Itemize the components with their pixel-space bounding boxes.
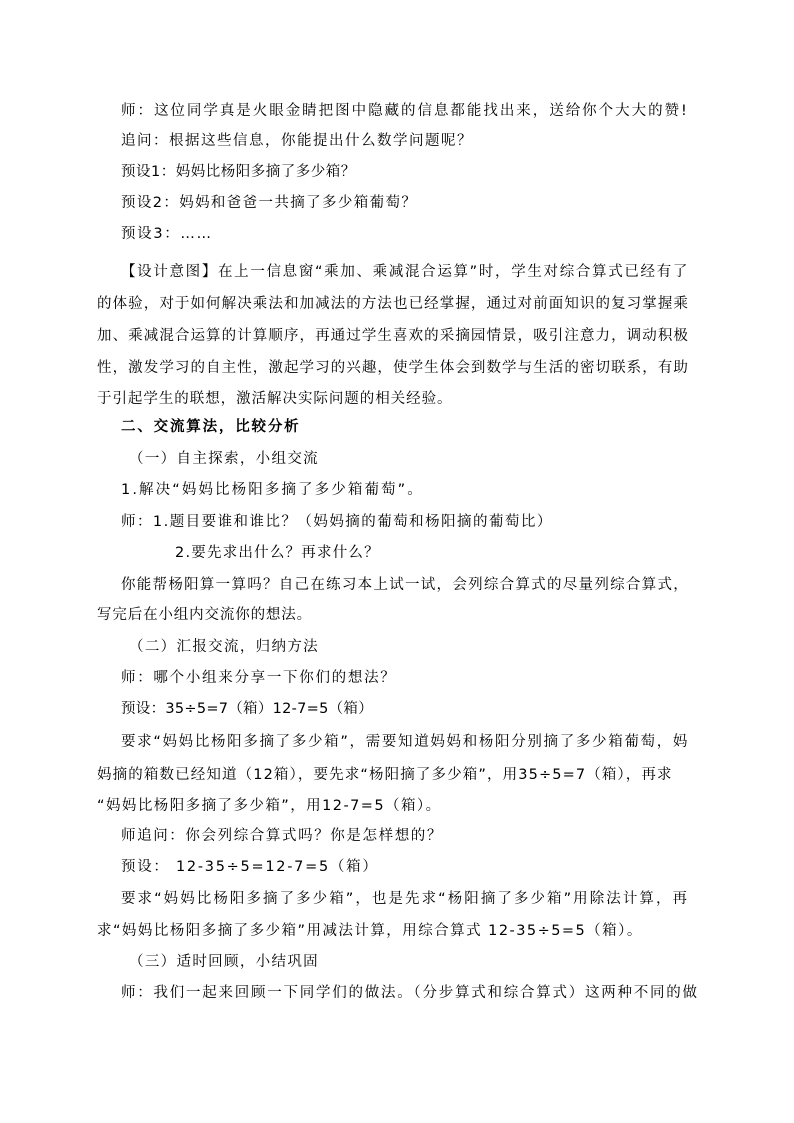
body-line: 师：我们一起来回顾一下同学们的做法。（分步算式和综合算式）这两种不同的做: [121, 985, 699, 1001]
body-line: 写完后在小组内交流你的想法。: [97, 607, 312, 623]
dialogue-line: 预设3：……: [121, 226, 213, 242]
body-line: “妈妈比杨阳多摘了多少箱”，用12-7=5（箱）。: [97, 798, 442, 814]
body-line: 预设： 12-35÷5=12-7=5（箱）: [121, 859, 379, 875]
subsection-heading: （三）适时回顾，小结巩固: [129, 954, 319, 970]
section-heading: 二、交流算法，比较分析: [121, 419, 301, 435]
dialogue-line: 追问：根据这些信息，你能提出什么数学问题呢？: [121, 133, 473, 149]
body-line: 2.要先求出什么？再求什么？: [175, 545, 380, 561]
body-line: 你能帮杨阳算一算吗？自己在练习本上试一试，会列综合算式的尽量列综合算式，: [121, 577, 689, 593]
body-line: 预设：35÷5=7（箱）12-7=5（箱）: [121, 701, 373, 717]
design-intent-line: 性，激发学习的自主性，激起学习的兴趣，使学生体会到数学与生活的密切联系，有助: [97, 360, 689, 376]
subsection-heading: （二）汇报交流，归纳方法: [129, 639, 319, 655]
design-intent-line: 的体验，对于如何解决乘法和加减法的方法也已经掌握，通过对前面知识的复习掌握乘: [97, 296, 689, 312]
body-line: 师追问：你会列综合算式吗？你是怎样想的？: [121, 828, 443, 844]
body-line: 妈摘的箱数已经知道（12箱），要先求“杨阳摘了多少箱”，用35÷5=7（箱），再求: [97, 767, 673, 783]
body-line: 要求“妈妈比杨阳多摘了多少箱”，需要知道妈妈和杨阳分别摘了多少箱葡萄，妈: [121, 734, 689, 750]
dialogue-line: 预设1：妈妈比杨阳多摘了多少箱？: [121, 164, 356, 180]
design-intent-line: 加、乘减混合运算的计算顺序，再通过学生喜欢的采摘园情景，吸引注意力，调动积极: [97, 328, 689, 344]
body-line: 求“妈妈比杨阳多摘了多少箱”用减法计算，用综合算式 12-35÷5=5（箱）。: [97, 923, 643, 939]
body-line: 师：哪个小组来分享一下你们的想法？: [121, 670, 397, 686]
subsection-heading: （一）自主探索，小组交流: [129, 451, 319, 467]
dialogue-line: 师：这位同学真是火眼金睛把图中隐藏的信息都能找出来，送给你个大大的赞!: [121, 103, 689, 119]
design-intent-line: 【设计意图】在上一信息窗“乘加、乘减混合运算”时，学生对综合算式已经有了: [121, 264, 689, 280]
dialogue-line: 预设2：妈妈和爸爸一共摘了多少箱葡萄？: [121, 195, 417, 211]
design-intent-line: 于引起学生的联想，激活解决实际问题的相关经验。: [97, 391, 453, 407]
body-line: 师：1.题目要谁和谁比？（妈妈摘的葡萄和杨阳摘的葡萄比）: [121, 514, 553, 530]
body-line: 1.解决“妈妈比杨阳多摘了多少箱葡萄”。: [121, 482, 424, 498]
body-line: 要求“妈妈比杨阳多摘了多少箱”，也是先求“杨阳摘了多少箱”用除法计算，再: [121, 891, 689, 907]
